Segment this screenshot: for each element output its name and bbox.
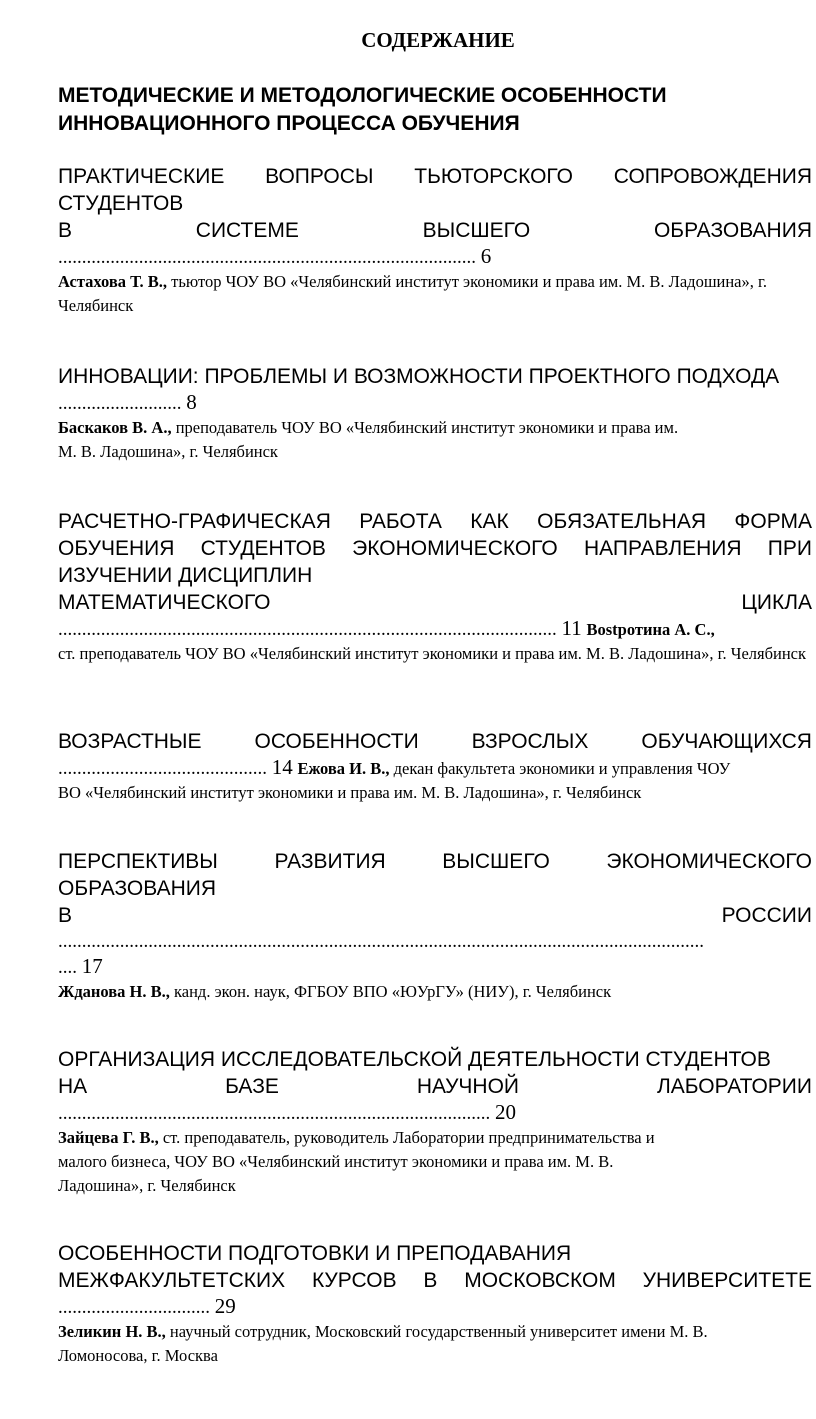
- entry-title-line: [58, 589, 812, 616]
- author-affiliation: ст. преподаватель, руководитель Лаборатории предпринимательства и: [158, 1128, 655, 1147]
- entry-title-line: ОСОБЕННОСТИ ПОДГОТОВКИ И ПРЕПОДАВАНИЯ: [58, 1242, 572, 1265]
- entry-title-line: [58, 902, 812, 929]
- dot-leader: ........................................................................................... 20: [58, 1100, 516, 1124]
- toc-entry[interactable]: [58, 508, 812, 666]
- title-word: ПРИ: [767, 537, 812, 560]
- title-word: НАПРАВЛЕНИЯ: [583, 537, 742, 560]
- entry-title-line: [58, 535, 812, 562]
- title-word: ТЬЮТОРСКОГО: [414, 165, 573, 188]
- title-word: МЕЖФАКУЛЬТЕТСКИХ: [58, 1269, 286, 1292]
- author-line: [58, 416, 812, 440]
- page-number: 29: [214, 1294, 236, 1318]
- author-name: Зайцева Г. В.,: [58, 1128, 159, 1147]
- title-word: ЛАБОРАТОРИИ: [656, 1075, 812, 1098]
- title-word: В: [58, 219, 73, 242]
- author-affiliation: преподаватель ЧОУ ВО «Челябинский институт экономики и права им.: [171, 418, 679, 437]
- author-line: [58, 1126, 812, 1150]
- entry-title-line: [58, 217, 812, 244]
- entry-title-line: ОРГАНИЗАЦИЯ ИССЛЕДОВАТЕЛЬСКОЙ ДЕЯТЕЛЬНОСТИ СТУДЕНТОВ: [58, 1048, 771, 1071]
- author-affiliation: декан факультета экономики и управления ЧОУ: [389, 759, 731, 778]
- author-affiliation: Ладошина», г. Челябинск: [58, 1176, 236, 1195]
- toc-entry[interactable]: [58, 1046, 812, 1198]
- section-heading: МЕТОДИЧЕСКИЕ И МЕТОДОЛОГИЧЕСКИЕ ОСОБЕННОСТИ ИННОВАЦИОННОГО ПРОЦЕССА ОБУЧЕНИЯ: [58, 84, 667, 135]
- dot-leader: ........................................................................................................................................: [58, 931, 704, 952]
- title-word: МОСКОВСКОМ: [464, 1269, 616, 1292]
- author-name: Вostротина А. С.,: [586, 620, 715, 639]
- author-affiliation: ст. преподаватель ЧОУ ВО «Челябинский институт экономики и права им. М. В. Ладошина», г. Челябинск: [58, 644, 806, 663]
- author-name: Астахова Т. В.,: [58, 272, 167, 291]
- dot-leader: ................................ 29: [58, 1294, 236, 1318]
- author-name: Ежова И. В.,: [297, 759, 390, 778]
- dot-leader: .......................... 8: [58, 390, 197, 414]
- title-word: МАТЕМАТИЧЕСКОГО: [58, 591, 271, 614]
- dot-leader: ........................................................................................ 6: [58, 244, 492, 268]
- author-line: М. В. Ладошина», г. Челябинск: [58, 442, 278, 461]
- title-word: ЦИКЛА: [741, 591, 812, 614]
- author-line: [58, 270, 812, 318]
- title-word: КАК: [470, 510, 509, 533]
- page-number: 17: [81, 954, 103, 978]
- author-affiliation: тьютор ЧОУ ВО «Челябинский институт экономики и права им. М. В. Ладошина», г. Челябинск: [58, 272, 768, 315]
- title-word: НАУЧНОЙ: [416, 1075, 520, 1098]
- page-number: 6: [480, 244, 492, 268]
- title-word: НА: [58, 1075, 88, 1098]
- entry-title-line: [58, 163, 812, 190]
- entry-title-line: ИЗУЧЕНИИ ДИСЦИПЛИН: [58, 564, 313, 587]
- author-affiliation: канд. экон. наук, ФГБОУ ВПО «ЮУрГУ» (НИУ), г. Челябинск: [169, 982, 612, 1001]
- title-word: ЭКОНОМИЧЕСКОГО: [606, 850, 812, 873]
- title-word: ФОРМА: [734, 510, 812, 533]
- page-number: 11: [561, 616, 582, 640]
- entry-title-line: ИННОВАЦИИ: ПРОБЛЕМЫ И ВОЗМОЖНОСТИ ПРОЕКТНОГО ПОДХОДА: [58, 365, 780, 388]
- author-name: Жданова Н. В.,: [58, 982, 170, 1001]
- title-word: РАБОТА: [359, 510, 442, 533]
- author-line: [58, 980, 812, 1004]
- toc-entry[interactable]: [58, 163, 812, 318]
- author-name: Зеликин Н. В.,: [58, 1322, 166, 1341]
- page-number: 20: [495, 1100, 516, 1124]
- title-word: БАЗЕ: [225, 1075, 279, 1098]
- page-number: 8: [186, 390, 197, 414]
- title-word: ОСОБЕННОСТИ: [254, 730, 419, 753]
- title-word: ПРАКТИЧЕСКИЕ: [58, 165, 225, 188]
- title-word: ВЗРОСЛЫХ: [471, 730, 589, 753]
- dot-leader: ......................................................................................................... 11 Вostротина А. С.,: [58, 616, 715, 640]
- author-affiliation: малого бизнеса, ЧОУ ВО «Челябинский институт экономики и права им. М. В.: [58, 1152, 614, 1171]
- title-word: ОБЯЗАТЕЛЬНАЯ: [537, 510, 706, 533]
- title-word: ВЫСШЕГО: [442, 850, 550, 873]
- title-word: РОССИИ: [721, 904, 812, 927]
- entry-title-line: СТУДЕНТОВ: [58, 192, 184, 215]
- title-word: РАЗВИТИЯ: [274, 850, 386, 873]
- author-affiliation: Ломоносова, г. Москва: [58, 1346, 218, 1365]
- toc-entry[interactable]: [58, 848, 812, 1004]
- entry-title-line: [58, 1073, 812, 1100]
- entry-title-line: ОБРАЗОВАНИЯ: [58, 877, 217, 900]
- title-word: ВЫСШЕГО: [422, 219, 531, 242]
- author-affiliation: ВО «Челябинский институт экономики и права им. М. В. Ладошина», г. Челябинск: [58, 783, 642, 802]
- title-word: УНИВЕРСИТЕТЕ: [642, 1269, 812, 1292]
- author-name: Баскаков В. А.,: [58, 418, 172, 437]
- title-word: СТУДЕНТОВ: [200, 537, 326, 560]
- entry-title-line: [58, 1267, 812, 1294]
- page-number: 14: [271, 755, 293, 779]
- title-word: РАСЧЕТНО-ГРАФИЧЕСКАЯ: [58, 510, 331, 533]
- title-word: ОБРАЗОВАНИЯ: [653, 219, 812, 242]
- author-affiliation: научный сотрудник, Московский государственный университет имени М. В.: [165, 1322, 708, 1341]
- title-word: В: [58, 904, 73, 927]
- title-word: ВОЗРАСТНЫЕ: [58, 730, 202, 753]
- page-title: СОДЕРЖАНИЕ: [361, 28, 515, 52]
- title-word: СОПРОВОЖДЕНИЯ: [613, 165, 812, 188]
- title-word: ЭКОНОМИЧЕСКОГО: [352, 537, 558, 560]
- dot-leader: .... 17: [58, 954, 103, 978]
- title-word: КУРСОВ: [311, 1269, 397, 1292]
- title-word: ВОПРОСЫ: [265, 165, 374, 188]
- entry-title-line: [58, 848, 812, 875]
- toc-entry[interactable]: [58, 363, 812, 464]
- author-line: [58, 1320, 812, 1344]
- toc-entry[interactable]: [58, 728, 812, 805]
- title-word: ОБУЧАЮЩИХСЯ: [641, 730, 812, 753]
- title-word: ОБУЧЕНИЯ: [58, 537, 175, 560]
- title-word: СИСТЕМЕ: [195, 219, 299, 242]
- entry-title-line: [58, 508, 812, 535]
- title-word: ПЕРСПЕКТИВЫ: [58, 850, 218, 873]
- title-word: В: [423, 1269, 438, 1292]
- dot-leader: ............................................ 14 Ежова И. В., декан факультета экономики и управления ЧОУ: [58, 755, 731, 779]
- entry-title-line: [58, 728, 812, 755]
- toc-entry[interactable]: [58, 1240, 812, 1368]
